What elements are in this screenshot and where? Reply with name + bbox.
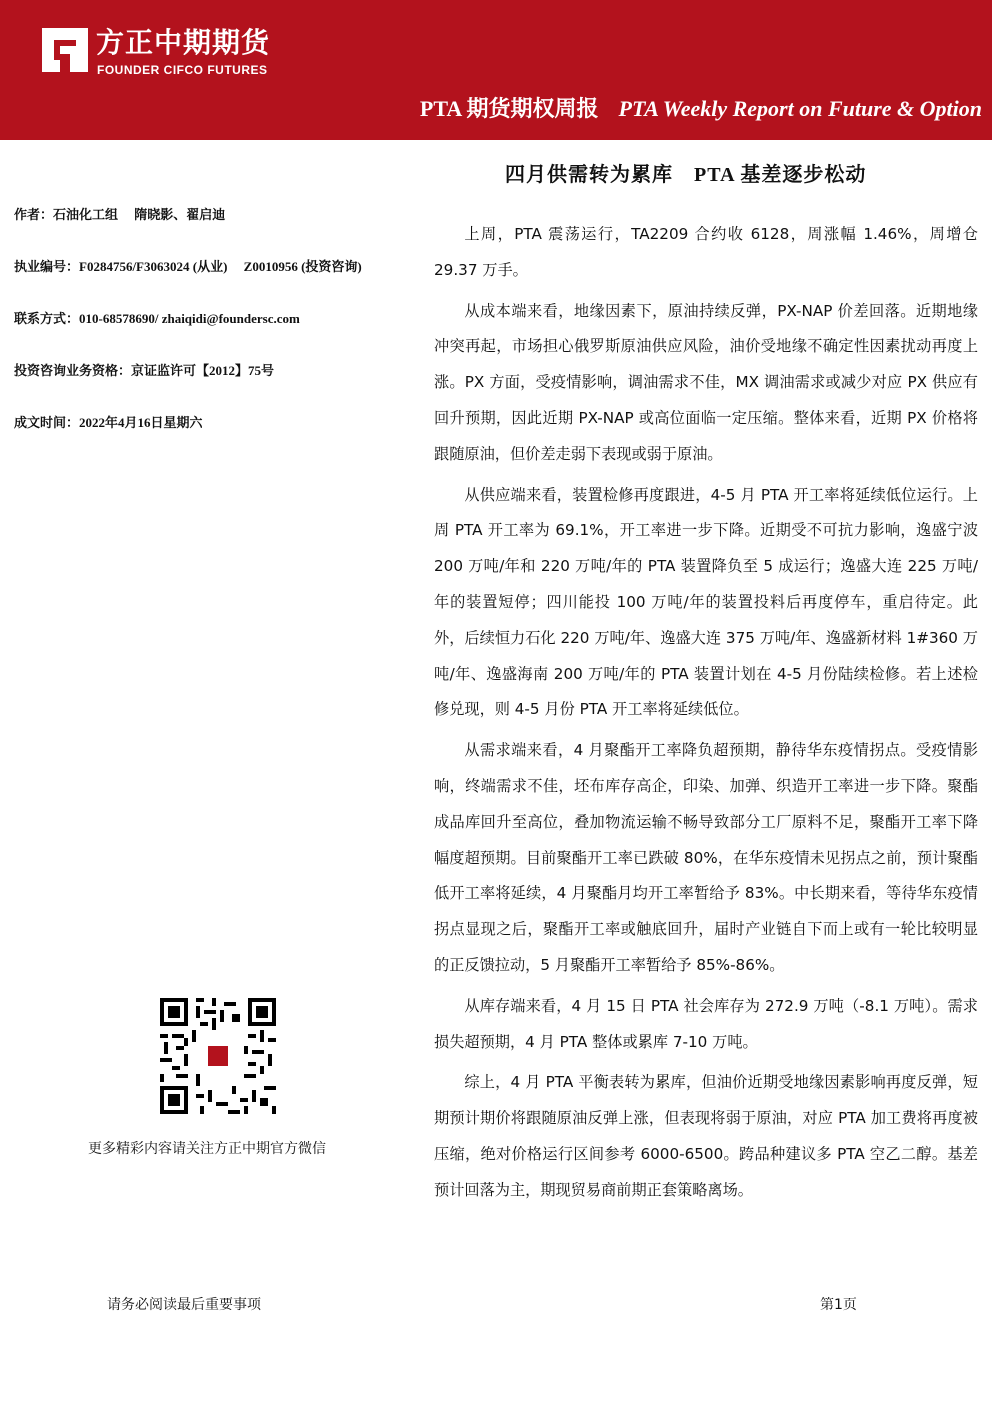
report-title-cn: PTA 期货期权周报 [419, 96, 599, 121]
body-paragraph: 从库存端来看，4 月 15 日 PTA 社会库存为 272.9 万吨（-8.1 万吨）。需求损失超预期，4 月 PTA 整体或累库 7-10 万吨。 [434, 996, 978, 1051]
date-line: 成文时间：2022年4月16日星期六 [14, 415, 203, 430]
footer-notice: 请务必阅读最后重要事项 [107, 1297, 261, 1313]
header-band [0, 0, 992, 140]
author-line: 作者：石油化工组 隋晓影、翟启迪 [14, 207, 226, 222]
qr-caption: 更多精彩内容请关注方正中期官方微信 [88, 1141, 326, 1157]
logo-chinese-name: 方正中期期货 [96, 26, 271, 59]
founder-logo-icon [40, 24, 90, 74]
wechat-qr-code-icon [160, 998, 276, 1114]
body-paragraph: 从供应端来看，装置检修再度跟进，4-5 月 PTA 开工率将延续低位运行。上周 PTA 开工率为 69.1%，开工率进一步下降。近期受不可抗力影响，逸盛宁波 200 万吨/年和 220 万吨/年的 PTA 装置降负至 5 成运行；逸盛大连 225 万吨/年的装置短停；四川能投 100 万吨/年的装置投料后再度停车，重启待定。此外，后续恒力石化 220 万吨/年、逸盛大连 375 万吨/年、逸盛新材料 1#360 万吨/年、逸盛海南 200 万吨/年的 PTA 装置计划在 4-5 月份陆续检修。若上述检修兑现，则 4-5 月份 PTA 开工率将延续低位。 [434, 485, 978, 719]
body-paragraph: 上周，PTA 震荡运行，TA2209 合约收 6128，周涨幅 1.46%，周增仓 29.37 万手。 [434, 225, 978, 279]
body-paragraph: 综上，4 月 PTA 平衡表转为累库，但油价近期受地缘因素影响再度反弹，短期预计期价将跟随原油反弹上涨，但表现将弱于原油，对应 PTA 加工费将再度被压缩，绝对价格运行区间参考 6000-6500。跨品种建议多 PTA 空乙二醇。基差预计回落为主，期现贸易商前期正套策略离场。 [434, 1073, 978, 1199]
report-body [434, 217, 978, 1214]
logo-english-name: FOUNDER CIFCO FUTURES [97, 63, 268, 77]
page-number: 第1页 [820, 1297, 857, 1313]
report-title-en: PTA Weekly Report on Future & Option [618, 96, 982, 121]
company-logo [40, 24, 310, 84]
headline: 四月供需转为累库 PTA 基差逐步松动 [505, 164, 867, 186]
contact-line: 联系方式：010-68578690/ zhaiqidi@foundersc.com [14, 311, 300, 326]
qualification-line: 投资咨询业务资格：京证监许可【2012】75号 [14, 363, 275, 378]
body-paragraph: 从需求端来看，4 月聚酯开工率降负超预期，静待华东疫情拐点。受疫情影响，终端需求不佳，坯布库存高企，印染、加弹、织造开工率进一步下降。聚酯成品库回升至高位，叠加物流运输不畅导致部分工厂原料不足，聚酯开工率下降幅度超预期。目前聚酯开工率已跌破 80%，在华东疫情未见拐点之前，预计聚酯低开工率将延续，4 月聚酯月均开工率暂给予 83%。中长期来看，等待华东疫情拐点显现之后，聚酯开工率或触底回升，届时产业链自下而上或有一轮比较明显的正反馈拉动，5 月聚酯开工率暂给予 85%-86%。 [434, 741, 978, 974]
body-paragraph: 从成本端来看，地缘因素下，原油持续反弹，PX-NAP 价差回落。近期地缘冲突再起，市场担心俄罗斯原油供应风险，油价受地缘不确定性因素扰动再度上涨。PX 方面，受疫情影响，调油需求不佳，MX 调油需求或减少对应 PX 供应有回升预期，因此近期 PX-NAP 或高位面临一定压缩。整体来看，近期 PX 价格将跟随原油，但价差走弱下表现或弱于原油。 [434, 301, 978, 463]
license-line: 执业编号：F0284756/F3063024 (从业) Z0010956 (投资咨询) [14, 259, 362, 274]
report-title [420, 92, 982, 126]
